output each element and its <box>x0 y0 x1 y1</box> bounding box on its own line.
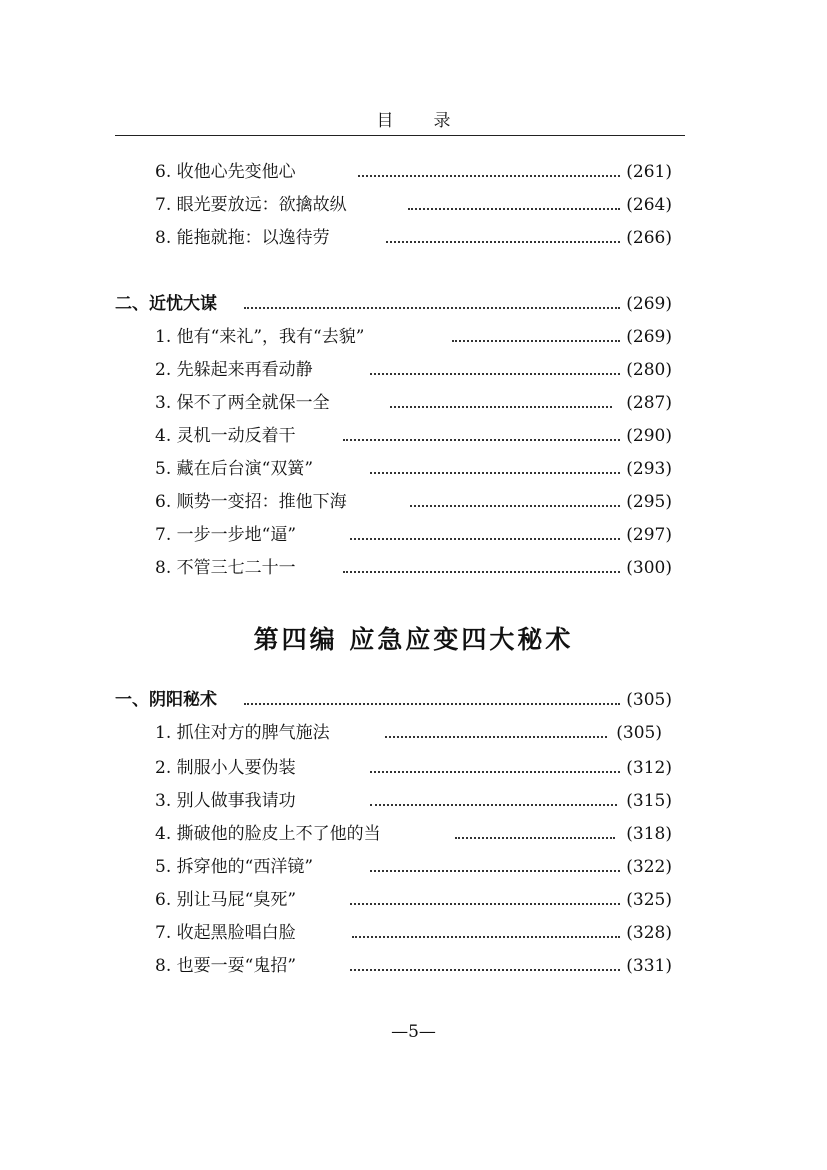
section-heading <box>0 292 827 316</box>
toc-entry <box>0 457 827 481</box>
dot-leader <box>370 771 620 773</box>
entry-page: (297) <box>626 525 672 545</box>
entry-title: 撕破他的脸皮上不了他的当 <box>176 824 381 844</box>
dot-leader <box>410 505 620 507</box>
toc-entry <box>0 556 827 580</box>
entry-title: 能拖就拖：以逸待劳 <box>176 228 330 248</box>
section-heading-page: (305) <box>626 690 672 710</box>
entry-number: 1. <box>155 723 172 743</box>
entry-page: (315) <box>626 791 672 811</box>
dot-leader <box>408 208 620 210</box>
entry-title: 拆穿他的“西洋镜” <box>176 857 314 877</box>
dot-leader <box>370 870 620 872</box>
dot-leader <box>343 439 620 441</box>
entry-number: 6. <box>155 162 172 182</box>
entry-page: (312) <box>626 758 672 778</box>
entry-number: 2. <box>155 758 172 778</box>
entry-page: (300) <box>626 558 672 578</box>
entry-title: 他有“来礼”，我有“去貌” <box>176 327 365 347</box>
entry-title: 别人做事我请功 <box>176 791 296 811</box>
toc-entry <box>0 921 827 945</box>
entry-title: 收他心先变他心 <box>176 162 296 182</box>
toc-entry <box>0 822 827 846</box>
entry-number: 1. <box>155 327 172 347</box>
toc-entry <box>0 721 827 745</box>
entry-number: 4. <box>155 824 172 844</box>
entry-title: 藏在后台演“双簧” <box>176 459 314 479</box>
dot-leader <box>370 373 620 375</box>
entry-number: 5. <box>155 459 172 479</box>
entry-number: 4. <box>155 426 172 446</box>
entry-number: 7. <box>155 525 172 545</box>
toc-entry <box>0 193 827 217</box>
header-rule <box>115 135 685 136</box>
dot-leader <box>352 936 620 938</box>
entry-title: 不管三七二十一 <box>176 558 296 578</box>
entry-title: 收起黑脸唱白脸 <box>176 923 296 943</box>
entry-number: 6. <box>155 492 172 512</box>
entry-page: (264) <box>626 195 672 215</box>
toc-entry <box>0 789 827 813</box>
toc-entry <box>0 391 827 415</box>
entry-number: 3. <box>155 791 172 811</box>
entry-number: 7. <box>155 923 172 943</box>
entry-title: 先躲起来再看动静 <box>176 360 313 380</box>
entry-number: 2. <box>155 360 172 380</box>
dot-leader <box>350 903 620 905</box>
section-heading <box>0 688 827 712</box>
dot-leader <box>390 406 612 408</box>
toc-entry <box>0 855 827 879</box>
entry-title: 灵机一动反着干 <box>176 426 296 446</box>
entry-title: 别让马屁“臭死” <box>176 890 297 910</box>
entry-number: 8. <box>155 228 172 248</box>
entry-number: 7. <box>155 195 172 215</box>
toc-entry <box>0 888 827 912</box>
entry-page: (325) <box>626 890 672 910</box>
dot-leader <box>385 736 607 738</box>
entry-page: (322) <box>626 857 672 877</box>
entry-page: (290) <box>626 426 672 446</box>
dot-leader <box>244 703 620 705</box>
entry-number: 6. <box>155 890 172 910</box>
entry-number: 8. <box>155 956 172 976</box>
entry-page: (287) <box>626 393 672 413</box>
entry-title: 一步一步地“逼” <box>176 525 297 545</box>
toc-entry <box>0 756 827 780</box>
entry-title: 保不了两全就保一全 <box>176 393 330 413</box>
toc-entry <box>0 490 827 514</box>
entry-page: (266) <box>626 228 672 248</box>
dot-leader <box>350 538 620 540</box>
entry-title: 抓住对方的脾气施法 <box>176 723 330 743</box>
entry-page: (293) <box>626 459 672 479</box>
dot-leader <box>370 804 617 806</box>
section-heading-title: 二、近忧大谋 <box>115 294 217 314</box>
entry-number: 3. <box>155 393 172 413</box>
running-header-title: 目录 <box>376 111 491 131</box>
dot-leader <box>455 837 615 839</box>
toc-entry <box>0 325 827 349</box>
entry-page: (318) <box>626 824 672 844</box>
page-number: —5— <box>391 1022 436 1042</box>
dot-leader <box>386 241 620 243</box>
section-heading-page: (269) <box>626 294 672 314</box>
entry-page: (331) <box>626 956 672 976</box>
dot-leader <box>358 175 620 177</box>
section-heading-title: 一、阴阳秘术 <box>115 690 217 710</box>
entry-title: 也要一耍“鬼招” <box>176 956 297 976</box>
entry-page: (295) <box>626 492 672 512</box>
toc-entry <box>0 954 827 978</box>
entry-page: (280) <box>626 360 672 380</box>
entry-page: (305) <box>616 723 662 743</box>
toc-entry <box>0 523 827 547</box>
entry-page: (269) <box>626 327 672 347</box>
dot-leader <box>452 340 620 342</box>
entry-page: (328) <box>626 923 672 943</box>
entry-page: (261) <box>626 162 672 182</box>
toc-entry <box>0 358 827 382</box>
entry-number: 5. <box>155 857 172 877</box>
dot-leader <box>370 472 620 474</box>
toc-entry <box>0 424 827 448</box>
toc-entry <box>0 226 827 250</box>
entry-title: 顺势一变招：推他下海 <box>176 492 347 512</box>
dot-leader <box>343 571 620 573</box>
dot-leader <box>244 307 620 309</box>
dot-leader <box>350 969 620 971</box>
entry-title: 制服小人要伪装 <box>176 758 296 778</box>
toc-entry <box>0 160 827 184</box>
entry-number: 8. <box>155 558 172 578</box>
part-title: 第四编 应急应变四大秘术 <box>253 625 574 654</box>
entry-title: 眼光要放远：欲擒故纵 <box>176 195 347 215</box>
